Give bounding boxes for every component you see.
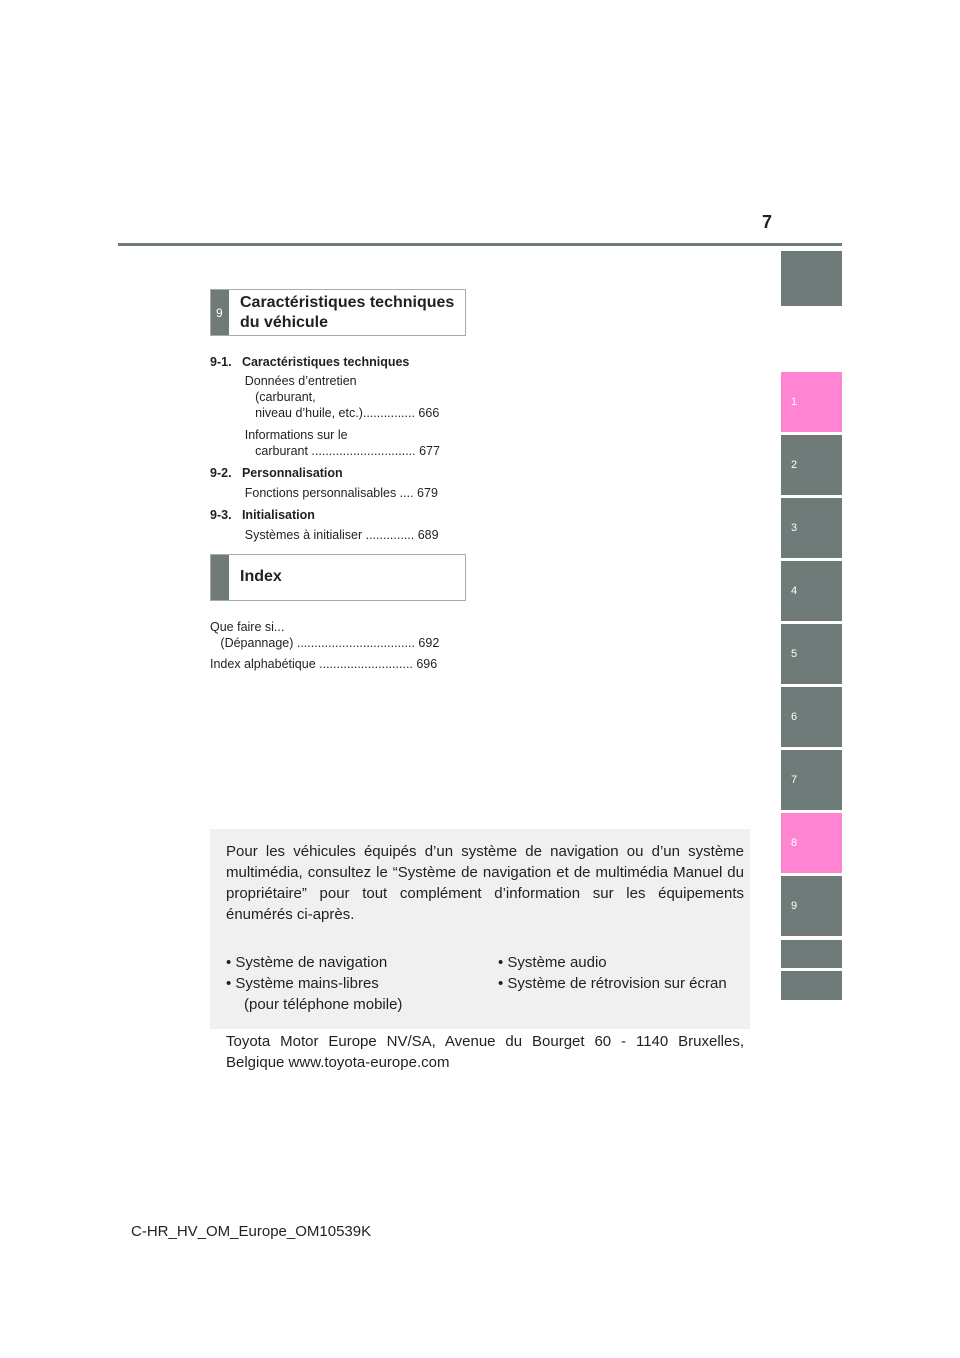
page-number: 7 bbox=[761, 212, 772, 232]
note-list-right bbox=[498, 952, 748, 994]
document-id: C-HR_HV_OM_Europe_OM10539K bbox=[131, 1223, 372, 1240]
chapter-tab-4[interactable]: 4 bbox=[781, 561, 842, 621]
note-list-left bbox=[226, 952, 486, 1015]
chapter-tab-1[interactable]: 1 bbox=[781, 372, 842, 432]
chapter-tab-9[interactable]: 9 bbox=[781, 876, 842, 936]
note-text: Pour les véhicules équipés d’un système de navigation ou d’un système multimédia, consultez le “Système de navigation et de multimédia Manuel du propriétaire” pour tout complément d’information sur les équipements énumérés ci-après. bbox=[226, 843, 744, 923]
toc-entry-679[interactable]: Fonctions personnalisables .... 679 bbox=[210, 486, 438, 500]
section-9-bar bbox=[211, 290, 229, 335]
chapter-tab-blank[interactable] bbox=[781, 251, 842, 306]
toc-heading-9-2[interactable]: 9-2. Personnalisation bbox=[210, 466, 343, 480]
chapter-tab-3[interactable]: 3 bbox=[781, 498, 842, 558]
section-9-heading bbox=[210, 289, 466, 336]
multimedia-note bbox=[210, 829, 750, 1029]
list-item: • Système mains-libres bbox=[226, 975, 379, 992]
toc-heading-9-3[interactable]: 9-3. Initialisation bbox=[210, 508, 315, 522]
chapter-tab-6[interactable]: 6 bbox=[781, 687, 842, 747]
section-9-title: Caractéristiques techniques du véhicule bbox=[240, 294, 455, 331]
toc-entry-666[interactable]: niveau d’huile, etc.)............... 666 bbox=[210, 406, 440, 420]
index-heading bbox=[210, 554, 466, 601]
chapter-tab-index-b[interactable] bbox=[781, 971, 842, 1000]
chapter-tab-index-a[interactable] bbox=[781, 940, 842, 968]
toc-entry-696[interactable]: Index alphabétique ........................... 696 bbox=[210, 657, 438, 671]
header-rule bbox=[118, 243, 842, 246]
chapter-tab-5[interactable]: 5 bbox=[781, 624, 842, 684]
toc-entry[interactable]: Données d’entretien bbox=[210, 374, 357, 388]
toc-heading-9-1[interactable]: 9-1. Caractéristiques techniques bbox=[210, 355, 410, 369]
index-title: Index bbox=[240, 568, 282, 585]
toc-entry-689[interactable]: Systèmes à initialiser .............. 689 bbox=[210, 528, 439, 542]
chapter-tab-2[interactable]: 2 bbox=[781, 435, 842, 495]
list-item: • Système audio bbox=[498, 954, 607, 971]
toc-entry[interactable]: Que faire si... bbox=[210, 620, 285, 634]
list-item-continuation: (pour téléphone mobile) bbox=[244, 996, 403, 1013]
list-item: • Système de rétrovision sur écran bbox=[498, 975, 727, 992]
chapter-tab-8[interactable]: 8 bbox=[781, 813, 842, 873]
toc-entry[interactable]: (carburant, bbox=[210, 390, 316, 404]
index-bar bbox=[211, 555, 229, 600]
chapter-tab-7[interactable]: 7 bbox=[781, 750, 842, 810]
toc-section-9 bbox=[210, 354, 458, 543]
toc-index bbox=[210, 619, 458, 672]
toc-entry-677[interactable]: carburant .............................. 677 bbox=[210, 444, 440, 458]
toc-entry[interactable]: Informations sur le bbox=[210, 428, 348, 442]
publisher-address: Toyota Motor Europe NV/SA, Avenue du Bourget 60 - 1140 Bruxelles, Belgique www.toyota-europe.com bbox=[226, 1033, 744, 1071]
list-item: • Système de navigation bbox=[226, 954, 388, 971]
toc-entry-692[interactable]: (Dépannage) .................................. 692 bbox=[210, 636, 440, 650]
section-9-number: 9 bbox=[216, 305, 223, 320]
